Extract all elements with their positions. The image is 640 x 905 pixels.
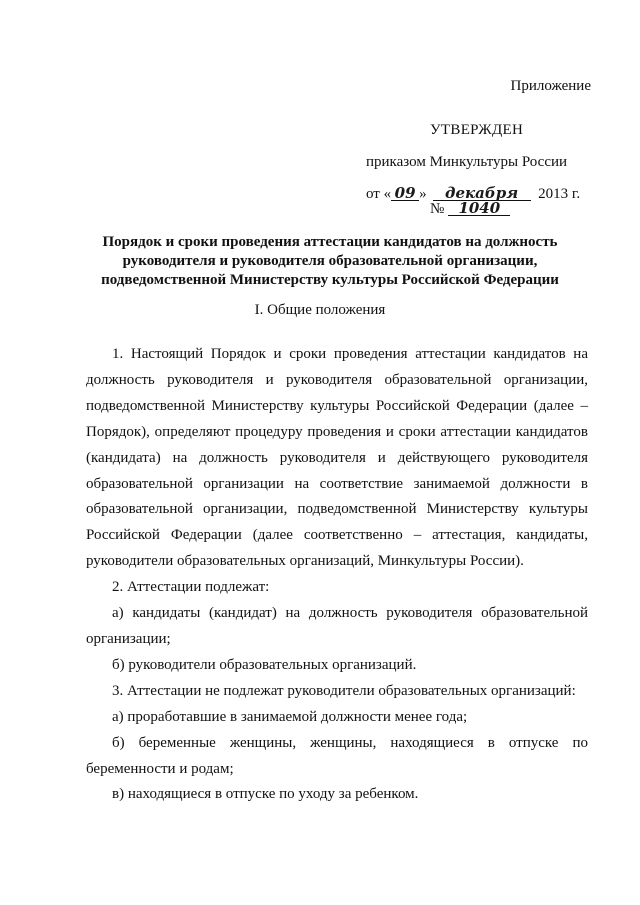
order-number-line bbox=[430, 201, 510, 218]
handwritten-month: декабря bbox=[433, 186, 531, 201]
approved-label: УТВЕРЖДЕН bbox=[430, 122, 524, 138]
paragraph-3c: в) находящиеся в отпуске по уходу за ребенком. bbox=[112, 786, 419, 803]
appendix-label: Приложение bbox=[510, 78, 591, 94]
document-body bbox=[86, 342, 588, 808]
section-heading: I. Общие положения bbox=[254, 302, 386, 318]
handwritten-number: 1040 bbox=[448, 201, 510, 216]
handwritten-day: 09 bbox=[391, 186, 419, 201]
paragraph-3: 3. Аттестации не подлежат руководители образовательных организаций: bbox=[112, 682, 576, 699]
title-line-2: руководителя и руководителя образовательной организации, bbox=[122, 253, 538, 269]
paragraph-3b: б) беременные женщины, женщины, находящиеся в отпуске по беременности и родам; bbox=[86, 734, 588, 777]
title-line-1: Порядок и сроки проведения аттестации кандидатов на должность bbox=[102, 234, 558, 250]
paragraph-3a: а) проработавшие в занимаемой должности менее года; bbox=[112, 708, 468, 725]
paragraph-2: 2. Аттестации подлежат: bbox=[112, 579, 270, 596]
title-line-3: подведомственной Министерству культуры Российской Федерации bbox=[101, 272, 559, 288]
order-reference: приказом Минкультуры России bbox=[366, 154, 568, 170]
paragraph-1: 1. Настоящий Порядок и сроки проведения аттестации кандидатов на должность руководителя и руководителя образовательной организации, подведомственной Министерству культуры Российской Федерации (далее – Порядок), определяют процедуру проведения и сроки аттестации кандидатов (кандидата) на должность руководителя и действующего руководителя образовательной организации на соответствие занимаемой должности в образовательной организации, подведомственной Министерству культуры Российской Федерации (далее соответственно – аттестация, кандидаты, руководители образовательных организаций, Минкультуры России). bbox=[86, 346, 588, 570]
paragraph-2a: а) кандидаты (кандидат) на должность руководителя образовательной организации; bbox=[86, 605, 588, 647]
paragraph-2b: б) руководители образовательных организаций. bbox=[112, 656, 417, 673]
date-mid: » bbox=[419, 186, 427, 202]
document-title bbox=[64, 233, 596, 290]
date-prefix: от « bbox=[366, 186, 392, 202]
number-sign: № bbox=[430, 201, 445, 217]
date-year: 2013 г. bbox=[538, 186, 581, 202]
